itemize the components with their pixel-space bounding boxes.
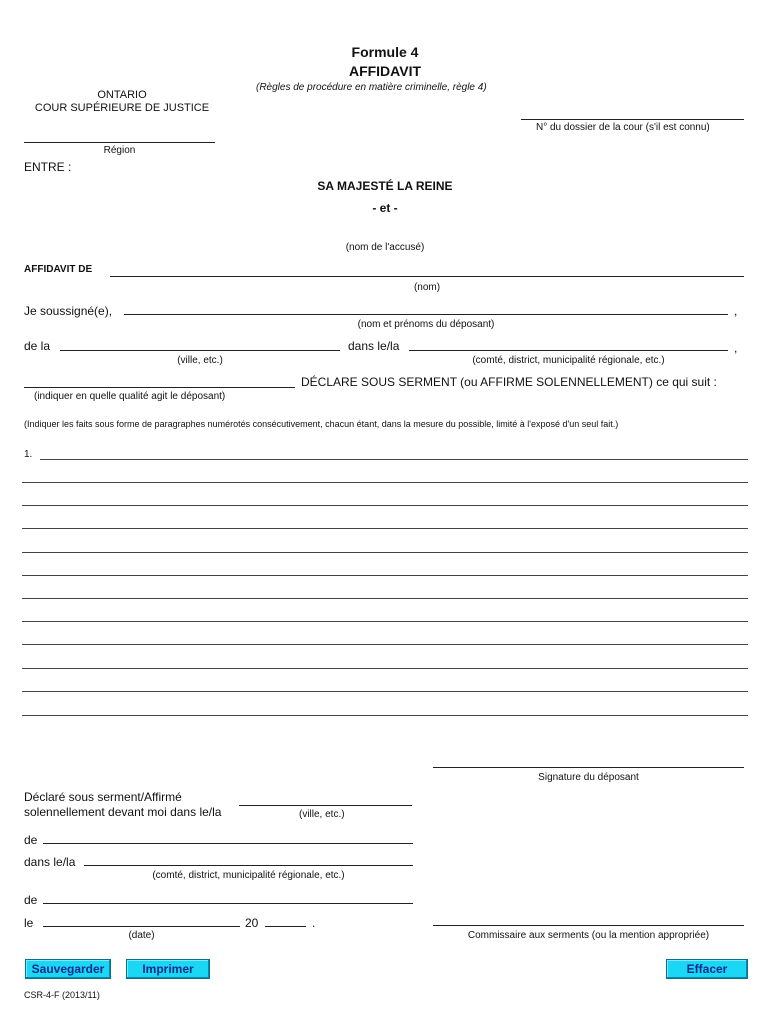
comma-2: , xyxy=(734,341,738,355)
region-field[interactable] xyxy=(24,142,215,143)
save-button[interactable]: Sauvegarder xyxy=(25,959,111,979)
form-code: CSR-4-F (2013/11) xyxy=(24,990,100,1000)
jurat-county-field[interactable] xyxy=(84,865,413,866)
deponent-full-name-field[interactable] xyxy=(124,314,728,315)
of-label: de la xyxy=(24,339,51,353)
of-label-jurat-2: de xyxy=(24,893,38,907)
sworn-line-2: solennellement devant moi dans le/la xyxy=(24,805,222,819)
region-label: Région xyxy=(103,145,136,156)
province: ONTARIO xyxy=(97,89,147,101)
rules-reference: (Règles de procédure en matière criminelle, règle 4) xyxy=(256,82,487,93)
period: . xyxy=(312,916,316,930)
commissioner-label: Commissaire aux serments (ou la mention appropriée) xyxy=(467,930,710,941)
clear-button[interactable]: Effacer xyxy=(666,959,748,979)
jurat-city-label: (ville, etc.) xyxy=(299,809,345,820)
city-field[interactable] xyxy=(60,350,340,351)
print-button[interactable]: Imprimer xyxy=(126,959,210,979)
year-field[interactable] xyxy=(265,926,306,927)
on-label: le xyxy=(24,916,34,930)
between-label: ENTRE : xyxy=(24,160,72,174)
file-number-label: N° du dossier de la cour (s'il est connu) xyxy=(536,122,710,133)
undersigned-label: Je soussigné(e), xyxy=(24,304,113,318)
commissioner-signature-field[interactable] xyxy=(433,925,744,926)
jurat-city-field[interactable] xyxy=(239,805,412,806)
date-field[interactable] xyxy=(43,926,240,927)
jurat-of-field[interactable] xyxy=(43,843,413,844)
county-label: (comté, district, municipalité régionale, etc.) xyxy=(472,355,665,366)
form-title: AFFIDAVIT xyxy=(348,63,422,79)
comma: , xyxy=(734,304,738,318)
sworn-line-1: Déclaré sous serment/Affirmé xyxy=(24,790,182,804)
facts-instructions: (Indiquer les faits sous forme de paragraphes numérotés consécutivement, chacun étant, dans la mesure du possible, limité à l'exposé d'un seul fait.) xyxy=(24,419,619,429)
full-name-label: (nom et prénoms du déposant) xyxy=(357,319,495,330)
crown-name: SA MAJESTÉ LA REINE xyxy=(317,179,453,193)
file-number-field[interactable] xyxy=(521,119,744,120)
city-label: (ville, etc.) xyxy=(177,355,223,366)
signature-label: Signature du déposant xyxy=(538,772,639,783)
county-field[interactable] xyxy=(409,350,728,351)
deponent-signature-field[interactable] xyxy=(433,767,744,768)
capacity-field[interactable] xyxy=(24,387,295,388)
swear-statement: DÉCLARE SOUS SERMENT (ou AFFIRME SOLENNELLEMENT) ce qui suit : xyxy=(301,375,717,389)
name-label: (nom) xyxy=(413,282,441,293)
of-label-jurat: de xyxy=(24,833,38,847)
date-label: (date) xyxy=(128,930,155,941)
in-label-jurat: dans le/la xyxy=(24,855,76,869)
jurat-county-label: (comté, district, municipalité régionale, etc.) xyxy=(152,870,345,881)
form-number: Formule 4 xyxy=(351,44,419,60)
affidavit-name-field[interactable] xyxy=(110,276,744,277)
paragraph-number: 1. xyxy=(24,449,33,460)
in-label: dans le/la xyxy=(348,339,400,353)
court-name: COUR SUPÉRIEURE DE JUSTICE xyxy=(34,102,210,114)
capacity-label: (indiquer en quelle qualité agit le déposant) xyxy=(34,391,226,402)
and-separator: - et - xyxy=(372,201,398,215)
accused-name-label: (nom de l'accusé) xyxy=(345,242,425,253)
affidavit-of-label: AFFIDAVIT DE xyxy=(24,264,93,275)
year-prefix: 20 xyxy=(245,916,259,930)
jurat-of-field-2[interactable] xyxy=(43,903,413,904)
